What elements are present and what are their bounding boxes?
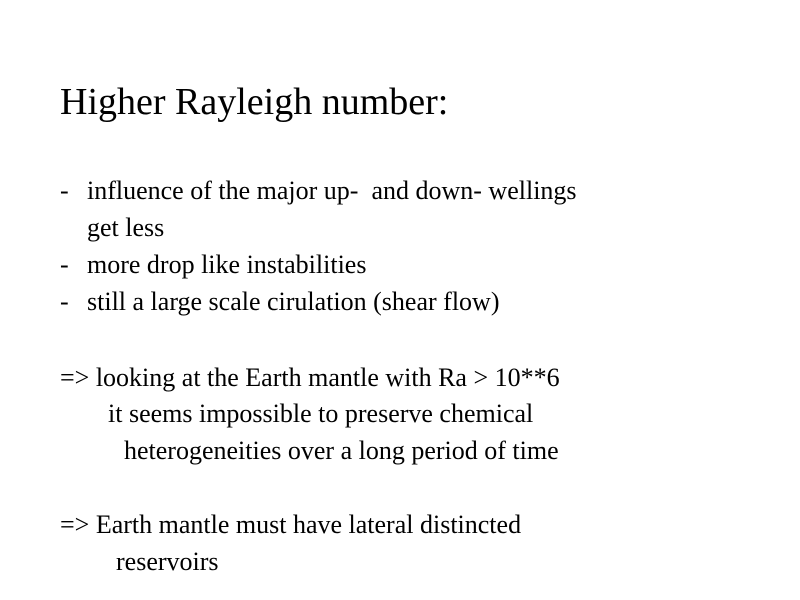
bullet-marker: - (60, 176, 69, 205)
bullet-text: more drop like instabilities (87, 250, 367, 279)
conclusion-line: => Earth mantle must have lateral distincted (60, 510, 522, 539)
bullet-text-continued: get less (87, 213, 165, 242)
conclusion-line: => looking at the Earth mantle with Ra > 10**6 (60, 363, 560, 392)
bullet-marker: - (60, 287, 69, 316)
bullet-text: still a large scale cirulation (shear flow) (87, 287, 500, 316)
conclusion-line: reservoirs (116, 547, 219, 576)
bullet-marker: - (60, 250, 69, 279)
bullet-text: influence of the major up- and down- wellings (87, 176, 577, 205)
conclusion-line: heterogeneities over a long period of time (124, 436, 559, 465)
slide-title: Higher Rayleigh number: (60, 81, 449, 123)
conclusion-line: it seems impossible to preserve chemical (108, 399, 534, 428)
